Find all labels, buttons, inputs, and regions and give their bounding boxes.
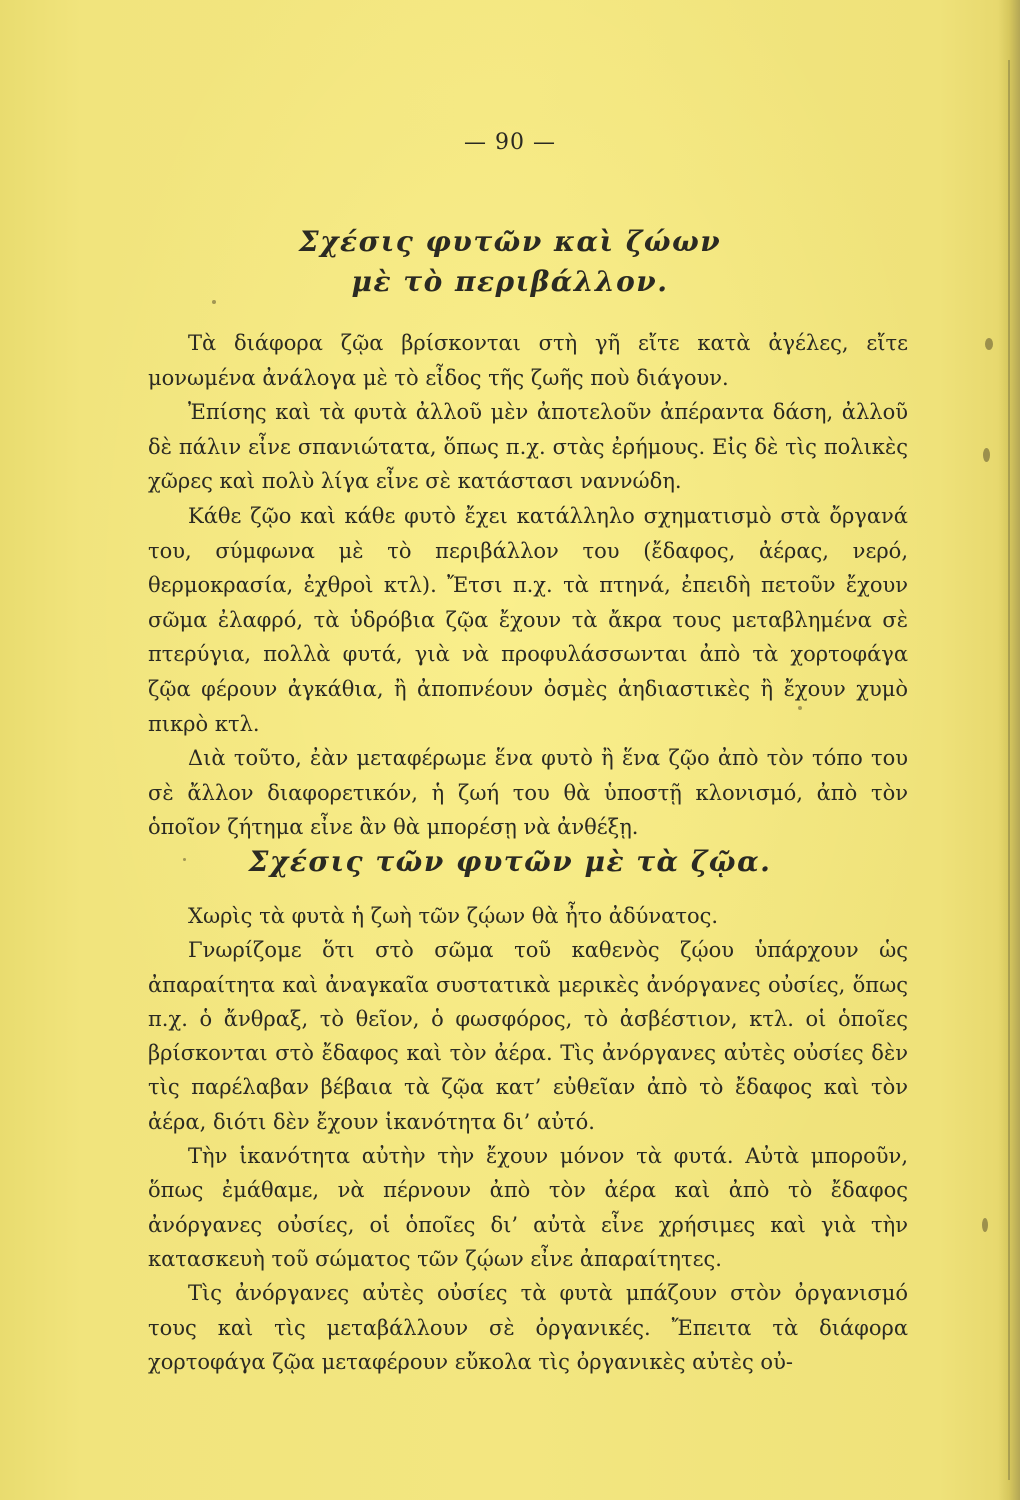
heading-line: μὲ τὸ περιβάλλον. — [351, 265, 669, 298]
section-body — [148, 899, 908, 1379]
paragraph: Χωρὶς τὰ φυτὰ ἡ ζωὴ τῶν ζῴων θὰ ἦτο ἀδύνατος. — [188, 904, 719, 928]
section-heading — [0, 222, 1020, 302]
paragraph: Τὶς ἀνόργανες αὐτὲς οὐσίες τὰ φυτὰ μπάζουν στὸν ὀργανισμό τους καὶ τὶς μεταβάλλουν σὲ ὀργανικές. Ἔπειτα τὰ διάφορα χορτοφάγα ζῷα μεταφέρουν εὔκολα τὶς ὀργανικὲς αὐτὲς οὐ- — [148, 1281, 908, 1374]
heading-line: Σχέσις φυτῶν καὶ ζώων — [298, 225, 722, 258]
paragraph: Διὰ τοῦτο, ἐὰν μεταφέρωμε ἕνα φυτὸ ἢ ἕνα ζῷο ἀπὸ τὸν τόπο του σὲ ἄλλον διαφορετικόν, ἡ ζωή του θὰ ὑποστῇ κλονισμό, ἀπὸ τὸν ὁποῖον ζήτημα εἶνε ἂν θὰ μπορέσῃ νὰ ἀνθέξῃ. — [148, 746, 908, 840]
section-body — [148, 326, 908, 845]
paragraph: Ἐπίσης καὶ τὰ φυτὰ ἀλλοῦ μὲν ἀποτελοῦν ἀπέραντα δάση, ἀλλοῦ δὲ πάλιν εἶνε σπανιώτατα, ὅπως π.χ. στὰς ἐρήμους. Εἰς δὲ τὶς πολικὲς χῶρες καὶ πολὺ λίγα εἶνε σὲ κατάστασι ναννώδη. — [148, 400, 908, 494]
heading-line: Σχέσις τῶν φυτῶν μὲ τὰ ζῷα. — [248, 845, 772, 878]
paragraph: Τὰ διάφορα ζῷα βρίσκονται στὴ γῆ εἴτε κατὰ ἀγέλες, εἴτε μονωμένα ἀνάλογα μὲ τὸ εἶδος τῆς ζωῆς ποὺ διάγουν. — [148, 331, 908, 390]
paragraph: Γνωρίζομε ὅτι στὸ σῶμα τοῦ καθενὸς ζῴου ὑπάρχουν ὡς ἀπαραίτητα καὶ ἀναγκαῖα συστατικὰ μερικὲς ἀνόργανες οὐσίες, ὅπως π.χ. ὁ ἄνθραξ, τὸ θεῖον, ὁ φωσφόρος, τὸ ἀσβέστιον, κτλ. οἱ ὁποῖες βρίσκονται στὸ ἔδαφος καὶ τὸν ἀέρα. Τὶς ἀνόργανες αὐτὲς οὐσίες δὲν τὶς παρέλαβαν βέβαια τὰ ζῷα κατ’ εὐθεῖαν ἀπὸ τὸ ἔδαφος καὶ τὸν ἀέρα, διότι δὲν ἔχουν ἱκανότητα δι’ αὐτό. — [148, 938, 908, 1134]
paragraph: Κάθε ζῷο καὶ κάθε φυτὸ ἔχει κατάλληλο σχηματισμὸ στὰ ὄργανά του, σύμφωνα μὲ τὸ περιβάλλον του (ἔδαφος, ἀέρας, νερό, θερμοκρασία, ἐχθροὶ κτλ). Ἔτσι π.χ. τὰ πτηνά, ἐπειδὴ πετοῦν ἔχουν σῶμα ἐλαφρό, τὰ ὑδρόβια ζῷα ἔχουν τὰ ἄκρα τους μεταβλημένα σὲ πτερύγια, πολλὰ φυτά, γιὰ νὰ προφυλάσσωνται ἀπὸ τὰ χορτοφάγα ζῷα φέρουν ἀγκάθια, ἢ ἀποπνέουν ὀσμὲς ἀηδιαστικὲς ἢ ἔχουν χυμὸ πικρὸ κτλ. — [148, 503, 908, 736]
page-number: — 90 — — [464, 130, 556, 155]
section-heading — [0, 842, 1020, 882]
paragraph: Τὴν ἱκανότητα αὐτὴν τὴν ἔχουν μόνον τὰ φυτά. Αὐτὰ μποροῦν, ὅπως ἐμάθαμε, νὰ πέρνουν ἀπὸ τὸν ἀέρα καὶ ἀπὸ τὸ ἔδαφος ἀνόργανες οὐσίες, οἱ ὁποῖες δι’ αὐτὰ εἶνε χρήσιμες καὶ γιὰ τὴν κατασκευὴ τοῦ σώματος τῶν ζῴων εἶνε ἀπαραίτητες. — [148, 1144, 908, 1271]
